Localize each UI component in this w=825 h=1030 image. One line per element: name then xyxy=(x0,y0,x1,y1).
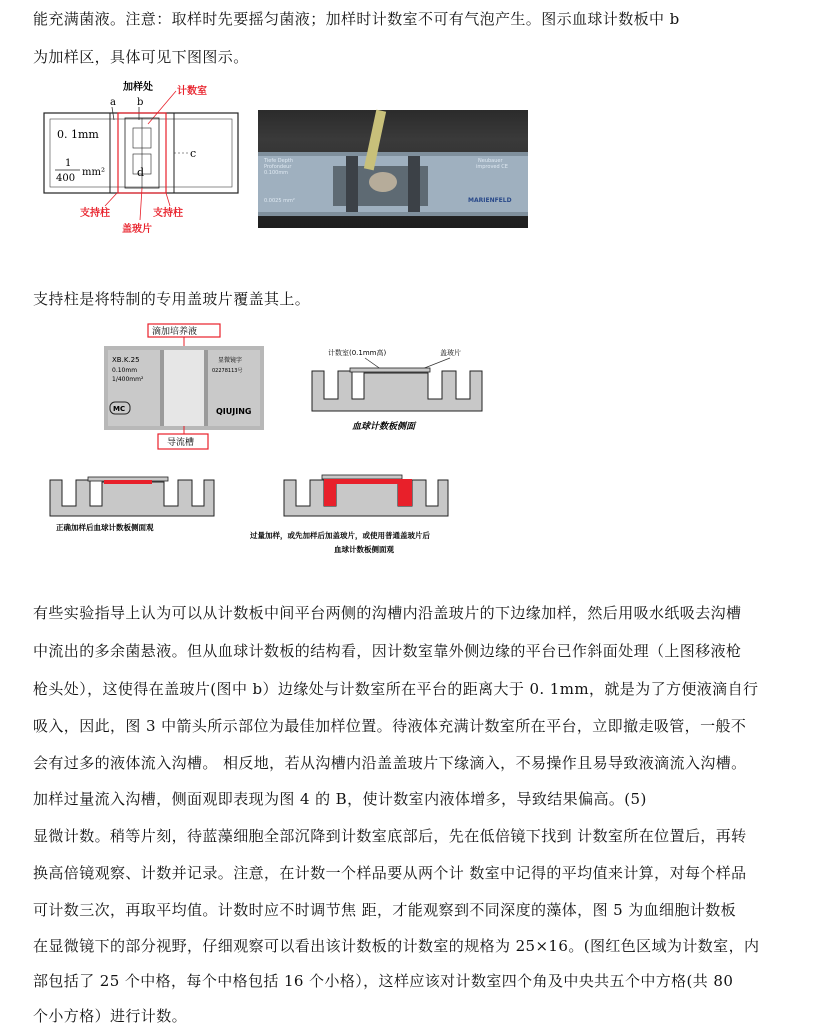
label-depth: 0. 1mm xyxy=(57,128,99,141)
side-label-jishushi: 计数室(0.1mm高) xyxy=(328,349,387,357)
body-line-1: 有些实验指导上认为可以从计数板中间平台两侧的沟槽内沿盖玻片的下边缘加样，然后用吸水纸吸去沟槽 xyxy=(33,604,742,622)
body-line-12: 个小方格）进行计数。 xyxy=(33,1007,188,1025)
label-gaibopian: 盖玻片 xyxy=(122,224,152,235)
side-view-diagram xyxy=(310,345,485,437)
label-zhichizhu-right: 支持柱 xyxy=(153,208,183,219)
label-jiayangchu: 加样处 xyxy=(123,82,153,93)
photo-text-2: Profondeur xyxy=(264,164,292,170)
bottom-right-caption-2: 血球计数板侧面观 xyxy=(334,545,394,554)
chip-area: 1/400mm² xyxy=(112,376,144,383)
body-line-11: 部包括了 25 个中格，每个中格包括 16 个小格），这样应该对计数室四个角及中央共五个中方格(共 80 xyxy=(33,972,734,990)
label-a: a xyxy=(110,97,116,108)
side-caption: 血球计数板侧面 xyxy=(352,422,416,432)
photo-text-4: Neubauer xyxy=(478,158,503,164)
chip-model: XB.K.25 xyxy=(112,356,140,364)
label-area-unit: mm² xyxy=(82,167,105,178)
chip-mc: MC xyxy=(113,405,126,413)
body-line-7: 显微计数。稍等片刻，待蓝藻细胞全部沉降到计数室底部后，先在低倍镜下找到 计数室所在位置后，再转 xyxy=(33,827,747,845)
chip-serial: 02278113号 xyxy=(212,368,243,374)
chip-brand: QIUJING xyxy=(216,407,252,416)
correct-loading-diagram xyxy=(48,470,218,536)
body-line-9: 可计数三次，再取平均值。计数时应不时调节焦 距，才能观察到不同深度的藻体，图 5 为血细胞计数板 xyxy=(33,901,737,919)
bottom-left-caption: 正确加样后血球计数板侧面观 xyxy=(56,523,154,532)
body-line-8: 换高倍镜观察、计数并记录。注意，在计数一个样品要从两个计 数室中记得的平均值来计算，对每个样品 xyxy=(33,864,747,882)
photo-text-6: 0.0025 mm² xyxy=(264,198,295,204)
label-zhichizhu-left: 支持柱 xyxy=(80,208,110,219)
label-c: c xyxy=(190,147,197,160)
label-area-den: 400 xyxy=(56,173,76,184)
label-d: d xyxy=(137,166,145,179)
body-line-4: 吸入，因此，图 3 中箭头所示部位为最佳加样位置。待液体充满计数室所在平台，立即撤走吸管，一般不 xyxy=(33,717,747,735)
intro-line-1: 能充满菌液。注意：取样时先要摇匀菌液；加样时计数室不可有气泡产生。图示血球计数板中 b xyxy=(33,10,680,28)
label-jishushi: 计数室 xyxy=(177,86,207,97)
photo-text-5: improved CE xyxy=(476,164,508,170)
body-line-6: 加样过量流入沟槽，侧面观即表现为图 4 的 B，使计数室内液体增多，导致结果偏高。(5) xyxy=(33,790,647,808)
photo-text-7: MARIENFELD xyxy=(468,197,512,204)
label-daoliucao: 导流槽 xyxy=(167,438,195,448)
chip-brand-cn: 显微镜字 xyxy=(218,357,243,364)
photo-text-3: 0.100mm xyxy=(264,170,289,176)
body-line-10: 在显微镜下的部分视野，仔细观察可以看出该计数板的计数室的规格为 25×16。(图红色区域为计数室，内 xyxy=(33,937,760,955)
side-label-gaibopian: 盖玻片 xyxy=(440,349,461,357)
body-line-3: 枪头处），这使得在盖玻片(图中 b）边缘处与计数室所在平台的距离大于 0. 1mm，就是为了方便液滴自行 xyxy=(33,680,759,698)
chip-depth: 0.10mm xyxy=(112,367,138,374)
label-area-num: 1 xyxy=(65,158,72,169)
label-add-medium: 滴加培养液 xyxy=(152,327,198,337)
body-line-2: 中流出的多余菌悬液。但从血球计数板的结构看，因计数室靠外侧边缘的平台已作斜面处理（上图移液枪 xyxy=(33,642,742,660)
hemocytometer-photo xyxy=(258,110,528,228)
overloaded-diagram xyxy=(248,470,508,560)
bottom-right-caption-1: 过量加样，或先加样后加盖玻片，或使用普通盖玻片后 xyxy=(250,531,430,540)
body-line-5: 会有过多的液体流入沟槽。 相反地，若从沟槽内沿盖盖玻片下缘滴入，不易操作且易导致液滴流入沟槽。 xyxy=(33,754,747,772)
counting-chamber-diagram xyxy=(40,78,250,238)
chip-photo-diagram xyxy=(104,322,264,452)
para-support: 支持柱是将特制的专用盖玻片覆盖其上。 xyxy=(33,290,311,308)
photo-text-1: Tiefe Depth xyxy=(264,158,294,164)
intro-line-2: 为加样区，具体可见下图图示。 xyxy=(33,48,249,66)
label-b: b xyxy=(137,97,144,108)
